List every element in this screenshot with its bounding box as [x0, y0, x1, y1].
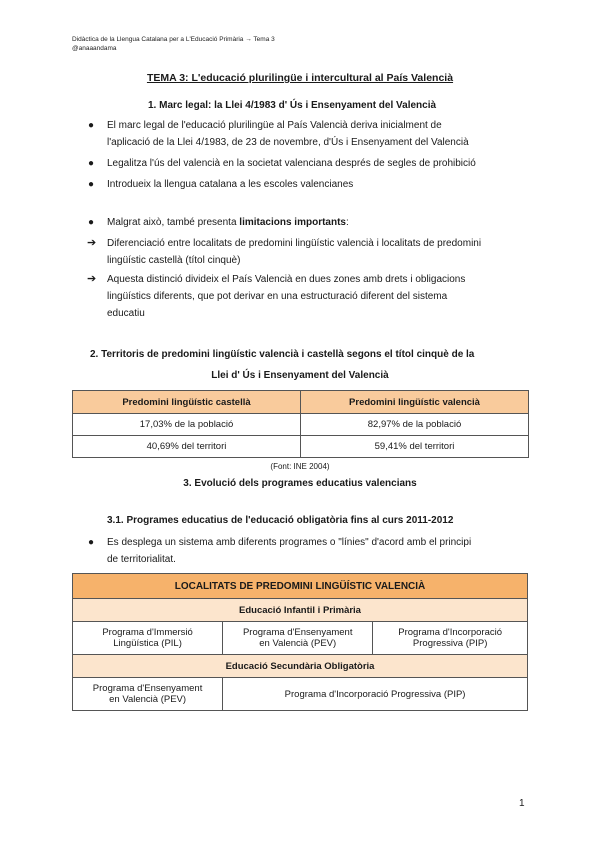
section1-bullet-3: Introdueix la llengua catalana a les escoles valencianes: [107, 179, 354, 190]
table-header-cell: Predomini lingüístic valencià: [301, 391, 529, 414]
programs-table-title: LOCALITATS DE PREDOMINI LINGÜÍSTIC VALENCIÀ: [73, 574, 528, 599]
section1-arrow-2: [107, 271, 465, 322]
bullet-dot: ●: [88, 158, 95, 169]
text-line: El marc legal de l'educació plurilingüe al País Valencià deriva inicialment de: [107, 120, 442, 131]
table-header-row: [73, 391, 529, 414]
table-row: [73, 414, 529, 436]
secundaria-heading: Educació Secundària Obligatòria: [73, 655, 528, 678]
text-line: Progressiva (PIP): [412, 638, 488, 649]
header-course: Didàctica de la Llengua Catalana per a L'Educació Primària → Tema 3: [72, 36, 275, 43]
text-line: lingüístics diferents, que pot derivar en una estructuració diferent del sistema: [107, 291, 448, 302]
table-subheading-row: [73, 599, 528, 622]
page-number: 1: [519, 798, 525, 809]
territory-table: [72, 390, 529, 458]
infantil-primaria-heading: Educació Infantil i Primària: [73, 599, 528, 622]
text-line: Diferenciació entre localitats de predomini lingüístic valencià i localitats de predomini: [107, 238, 482, 249]
section2-heading-line2: Llei d' Ús i Ensenyament del Valencià: [211, 370, 389, 381]
text-line: en Valencià (PEV): [259, 638, 337, 649]
limitations-bold: limitacions importants: [239, 217, 346, 228]
text-run: Malgrat això, també presenta: [107, 217, 240, 228]
arrow-right-icon: ➔: [87, 273, 97, 285]
text-line: Programa d'Immersió: [102, 627, 193, 638]
program-cell-pip: [373, 622, 528, 655]
text-line: Lingüística (PIL): [113, 638, 182, 649]
text-run: :: [345, 217, 349, 228]
table-cell: 82,97% de la població: [301, 414, 529, 436]
section1-bullet-1: [107, 117, 469, 151]
table-cell: 59,41% del territori: [301, 436, 529, 458]
table-source: (Font: INE 2004): [270, 462, 330, 471]
program-cell-pev-eso: [73, 678, 223, 711]
text-line: Aquesta distinció divideix el País Valencià en dues zones amb drets i obligacions: [107, 274, 466, 285]
section1-heading: 1. Marc legal: la Llei 4/1983 d' Ús i Ensenyament del Valencià: [148, 100, 437, 111]
header-author: @anaaandama: [72, 45, 117, 52]
arrow-right-icon: ➔: [87, 237, 97, 249]
table-row: [73, 436, 529, 458]
table-cell: 40,69% del territori: [73, 436, 301, 458]
bullet-dot: ●: [88, 537, 95, 548]
section1-bullet-2: Legalitza l'ús del valencià en la societat valenciana després de segles de prohibició: [107, 158, 476, 169]
program-cell-pip-eso: Programa d'Incorporació Progressiva (PIP): [223, 678, 528, 711]
text-line: Programa d'Ensenyament: [242, 627, 353, 638]
text-line: Es desplega un sistema amb diferents programes o "línies" d'acord amb el principi: [107, 537, 472, 548]
text-line: Programa d'Incorporació: [398, 627, 502, 638]
text-line: educatiu: [107, 308, 145, 319]
section1-limitations: [107, 214, 349, 231]
text-line: de territorialitat.: [107, 554, 176, 565]
section2-heading-line1: 2. Territoris de predomini lingüístic valencià i castellà segons el títol cinquè de la: [90, 349, 475, 360]
section3-subheading: 3.1. Programes educatius de l'educació obligatòria fins al curs 2011-2012: [107, 515, 454, 526]
page-header: [72, 35, 275, 53]
bullet-dot: ●: [88, 217, 95, 228]
table-title-row: [73, 574, 528, 599]
text-line: lingüístic castellà (títol cinquè): [107, 255, 241, 266]
text-line: Programa d'Ensenyament: [92, 683, 203, 694]
table-cell: 17,03% de la població: [73, 414, 301, 436]
section1-arrow-1: [107, 235, 481, 269]
table-row: [73, 678, 528, 711]
page-title: TEMA 3: L'educació plurilingüe i intercultural al País Valencià: [146, 72, 454, 84]
section3-heading: 3. Evolució dels programes educatius valencians: [183, 478, 417, 489]
text-line: en Valencià (PEV): [109, 694, 187, 705]
bullet-dot: ●: [88, 120, 95, 131]
programs-table: [72, 573, 528, 711]
program-cell-pev: [223, 622, 373, 655]
program-cell-pil: [73, 622, 223, 655]
table-header-cell: Predomini lingüístic castellà: [73, 391, 301, 414]
bullet-dot: ●: [88, 179, 95, 190]
table-subheading-row: [73, 655, 528, 678]
section3-bullet: [107, 534, 471, 568]
text-line: l'aplicació de la Llei 4/1983, de 23 de novembre, d'Ús i Ensenyament del Valencià: [107, 137, 469, 148]
table-row: [73, 622, 528, 655]
